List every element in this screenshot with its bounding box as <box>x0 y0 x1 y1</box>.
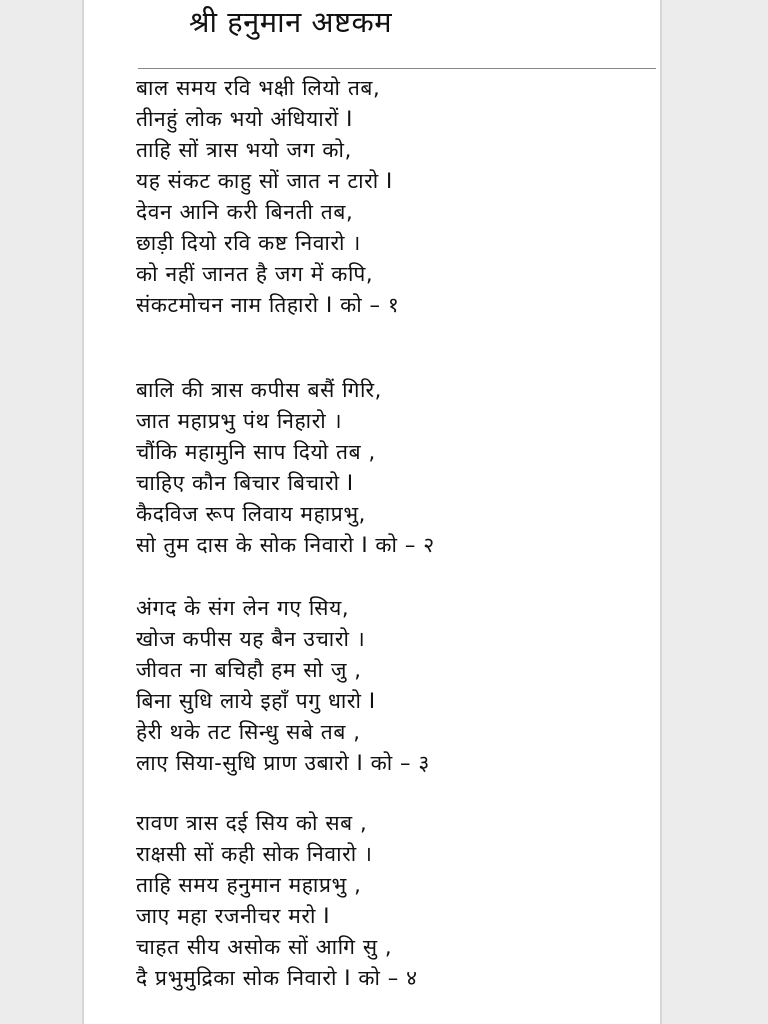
stanza-2 <box>136 375 435 561</box>
stanza-4 <box>136 808 418 994</box>
verse-line: रावण त्रास दई सिय को सब , <box>136 811 368 835</box>
verse-line: को नहीं जानत है जग में कपि, <box>136 262 374 286</box>
verse-line: राक्षसी सों कही सोक निवारो । <box>136 842 373 866</box>
verse-line: बिना सुधि लाये इहाँ पगु धारो I <box>136 689 376 713</box>
verse-line: खोज कपीस यह बैन उचारो । <box>136 627 366 651</box>
verse-line: लाए सिया-सुधि प्राण उबारो I को – ३ <box>136 751 430 775</box>
stanza-3 <box>136 593 430 779</box>
verse-line: देवन आनि करी बिनती तब, <box>136 200 354 224</box>
stanza-1 <box>136 73 399 321</box>
verse-line: संकटमोचन नाम तिहारो I को – १ <box>136 293 400 317</box>
verse-line: जात महाप्रभु पंथ निहारो । <box>136 409 343 433</box>
verse-line: सो तुम दास के सोक निवारो I को – २ <box>136 533 435 557</box>
verse-line: अंगद के संग लेन गए सिय, <box>136 596 350 620</box>
page-title: श्री हनुमान अष्टकम <box>189 5 393 39</box>
verse-line: ताहि सों त्रास भयो जग को, <box>136 138 352 162</box>
verse-line: जीवत ना बचिहौ हम सो जु , <box>136 658 362 682</box>
verse-line: चाहिए कौन बिचार बिचारो I <box>136 471 354 495</box>
verse-line: कैदविज रूप लिवाय महाप्रभु, <box>136 502 366 526</box>
verse-line: ताहि समय हनुमान महाप्रभु , <box>136 873 362 897</box>
verse-line: हेरी थके तट सिन्धु सबे तब , <box>136 720 361 744</box>
verse-line: छाड़ी दियो रवि कष्ट निवारो । <box>136 231 361 255</box>
verse-line: तीनहुं लोक भयो अंधियारों I <box>136 107 353 131</box>
title-divider <box>138 68 656 69</box>
verse-line: जाए महा रजनीचर मरो I <box>136 904 331 928</box>
verse-line: चाहत सीय असोक सों आगि सु , <box>136 935 393 959</box>
verse-line: चौंकि महामुनि साप दियो तब , <box>136 440 376 464</box>
verse-line: यह संकट काहु सों जात न टारो I <box>136 169 393 193</box>
verse-line: दै प्रभुमुद्रिका सोक निवारो I को – ४ <box>136 966 418 990</box>
verse-line: बाल समय रवि भक्षी लियो तब, <box>136 76 381 100</box>
verse-line: बालि की त्रास कपीस बसैं गिरि, <box>136 378 382 402</box>
document-page <box>82 0 662 1024</box>
